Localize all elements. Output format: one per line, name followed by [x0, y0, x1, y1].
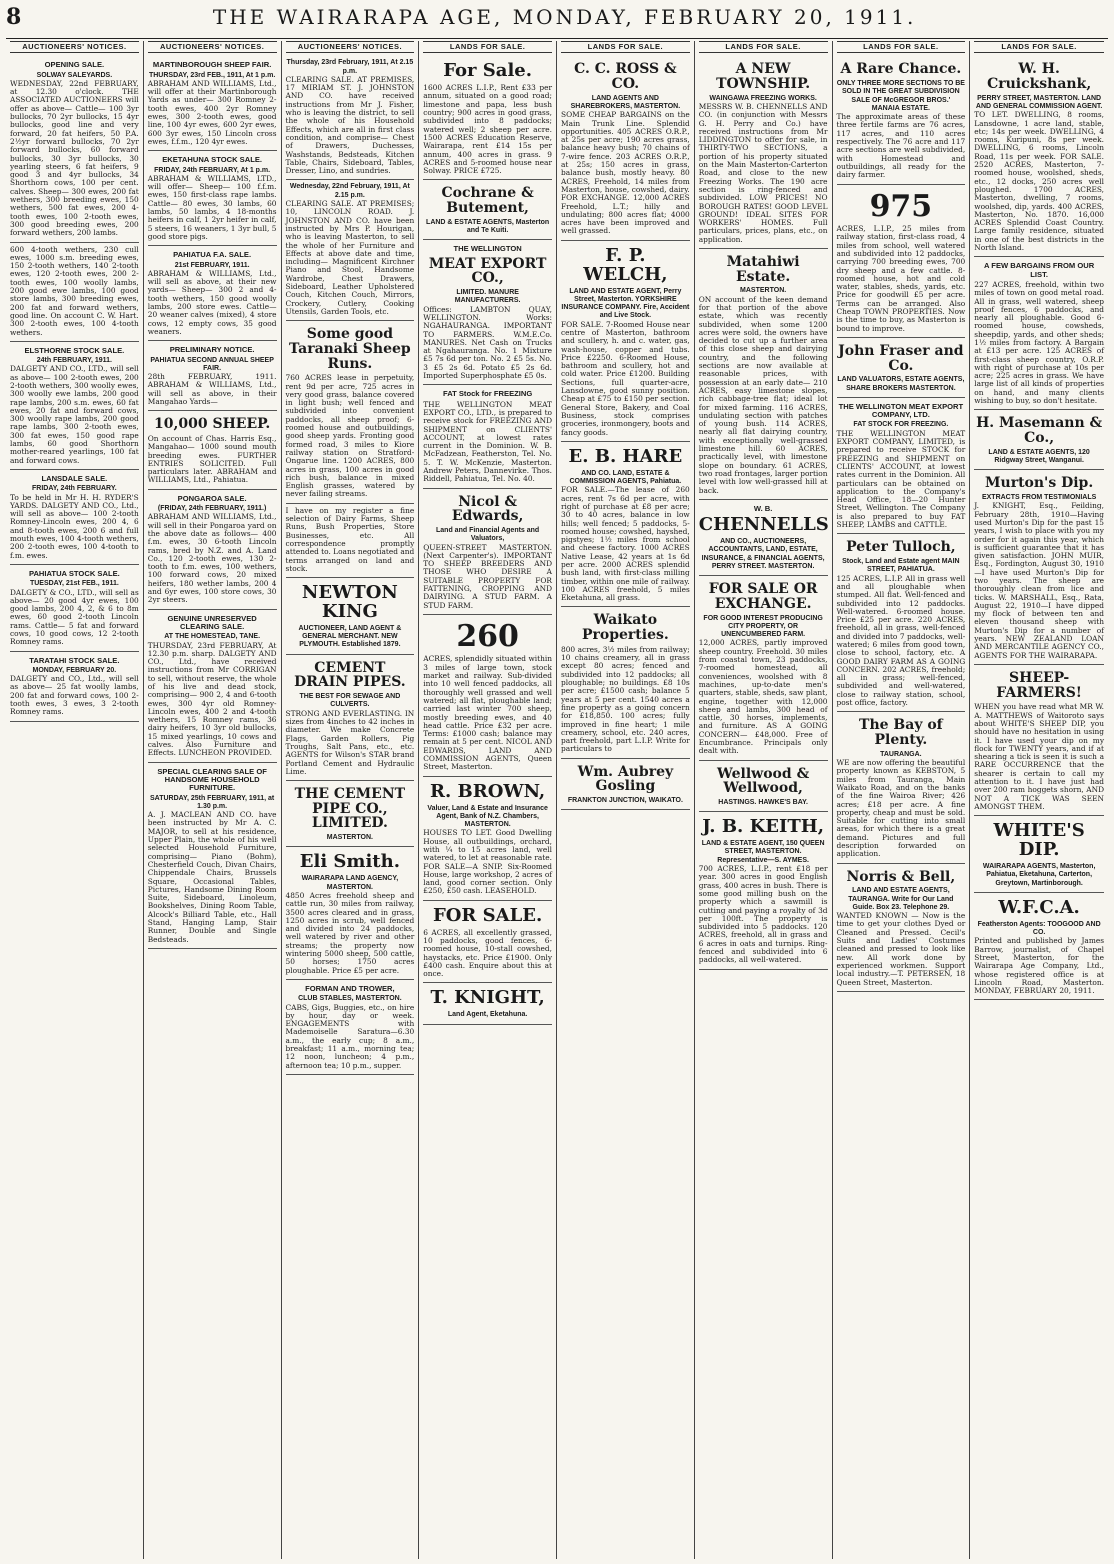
ad-subheading: WAINGAWA FREEZING WORKS.	[709, 94, 817, 102]
ad-body-text: FOR SALE. 7-Roomed House near centre of Masterton, bathroom and scullery, h. and c. water, gas, wash-house, copper and tubs. Price £2250. 6-Roomed House, bathroom and scullery, hot and cold water. Price £1200. Building Sections, full quarter-acre, Lansdowne, good sunny position. Cheap at £75 to £150 per section. General Store, Bakery, and Coal Business, stock comprises groceries, ironmongery, boots and fancy goods.	[561, 319, 690, 437]
advertisement	[286, 504, 415, 578]
ad-display-title: For Sale.	[443, 60, 533, 82]
ad-subheading: AND CO., AUCTIONEERS, ACCOUNTANTS, LAND, ESTATE, INSURANCE, & FINANCIAL AGENTS, PERRY STREET. MASTERTON.	[701, 538, 825, 570]
ad-display-title: R. BROWN,	[430, 780, 546, 802]
ad-heading: FAT Stock for FREEZING	[442, 389, 533, 399]
column-header: LANDS FOR SALE.	[974, 41, 1104, 53]
advertisement	[148, 610, 277, 763]
advertisement	[974, 665, 1104, 816]
ad-subheading: LAND VALUATORS, ESTATE AGENTS, SHARE BROKERS MASTERTON.	[837, 376, 965, 392]
ad-body-text: CLEARING SALE. AT PREMISES, 17 MIRIAM ST. J. JOHNSTON AND CO. have received instructions from Mr J. Fisher, who is leaving the district, to sell the whole of his Household Effects, which are all in first class condition, and comprise— Chest of Drawers, Duchesses, Washstands, Bedsteads, Kitchen Table, Chairs, Sideboard, Tables, Dresser, Lino, and sundries.	[285, 74, 415, 176]
ad-subheading: Featherston Agents: TOOGOOD AND CO.	[977, 920, 1101, 937]
ad-subheading: SATURDAY, 25th FEBRUARY, 1911, at 1.30 p.m.	[150, 794, 275, 810]
ad-subheading: MASTERTON.	[740, 287, 787, 295]
ad-subheading: LAND AGENTS AND SHAREBROKERS, MASTERTON.	[570, 94, 681, 110]
advertisement	[423, 777, 552, 901]
advertisement	[10, 652, 139, 722]
ad-body-text: DALGETY and CO., Ltd., will sell as above— 25 fat woolly lambs, 200 fat and forward cows, 100 2-tooth ewes, 3 ewes, 3 2-tooth Romney rams.	[10, 674, 139, 717]
ad-display-title: J. B. KEITH,	[702, 816, 825, 838]
newspaper-title: THE WAIRARAPA AGE, MONDAY, FEBRUARY 20, 1911.	[212, 5, 917, 29]
advertisement	[148, 151, 277, 246]
advertisement	[286, 180, 415, 321]
advertisement	[837, 712, 966, 863]
ad-subheading: LAND AND ESTATE AGENTS, TAURANGA. Write for Our Land Guide. Box 23. Telephone 29.	[848, 887, 954, 911]
ad-display-title: 260	[456, 618, 519, 654]
advertisement	[148, 411, 277, 489]
advertisement	[837, 864, 966, 992]
ad-body-text: 1600 ACRES L.I.P., Rent £33 per annum, situated on a good road; limestone and papa, less bush country; 900 acres in good grass, subdivided into 8 paddocks; watered well; 2 sheep per acre. 1500 ACRES Education Reserve, Wairarapa, rent £14 15s per annum, 400 acres in grass. 9 ACRES and 5-roomed house near Solway. PRICE £725.	[423, 83, 552, 176]
ad-body-text: ON account of the keen demand for that portion of the above estate, which was recently subdivided, when some 1200 acres were sold, the owners have decided to cut up a further area of this close sheep and dairying country, and the following sections are now available at reasonable prices, with possession at an early date— 210 ACRES, easy limestone slopes, rich cabbage-tree flat; ideal lot for mixed farming. 116 ACRES, undulating section with patches of young bush. 114 ACRES, nearly all flat dairying country, with exceptionally well-grassed limestone hill. 60 ACRES, practically level, with limestone slope on boundary. 61 ACRES, two road frontages, larger portion level with low well-grassed hill at back.	[698, 294, 828, 495]
ad-body-text: STRONG AND EVERLASTING. IN sizes from 4inches to 42 inches in diameter. We make Concrete Flags, Garden Rollers, Pig Troughs, Salt Pans, etc., etc. AGENTS for Wilson's STAR brand Portland Cement and Hydraulic Lime.	[285, 708, 415, 776]
column-header: LANDS FOR SALE.	[837, 41, 966, 53]
ad-display-title: THE CEMENT PIPE CO., LIMITED.	[294, 786, 406, 832]
ad-display-title: John Fraser and Co.	[838, 342, 964, 374]
ad-display-title: NEWTON KING	[301, 582, 398, 622]
ad-display-title: E. B. HARE	[568, 445, 683, 467]
ad-subheading: ONLY THREE MORE SECTIONS TO BE SOLD IN THE GREAT SUBDIVISION SALE OF McGREGOR BROS.' MANAIA ESTATE.	[836, 79, 965, 112]
advertisement	[423, 615, 552, 777]
ad-heading: GENUINE UNRESERVED CLEARING SALE.	[167, 613, 257, 631]
ad-heading: PAHIATUA F.A. SALE.	[173, 250, 252, 260]
ad-display-title: Waikato Properties.	[581, 612, 669, 644]
advertisement	[699, 249, 828, 500]
ad-display-title: Matahiwi Estate.	[726, 254, 800, 285]
ad-display-title: Norris & Bell,	[846, 868, 956, 885]
ad-body-text: THURSDAY, 23rd FEBRUARY, At 12.30 p.m. sharp. DALGETY AND CO., Ltd., have received instructions from Mr CORRIGAN to sell, without reserve, the whole of his live and dead stock, comprising— 900 2, 4 and 6-tooth ewes, 300 4yr old Romney-Lincoln ewes, 400 2 and 4-tooth wethers, 15 Romney rams, 36 dairy heifers, 10 3yr old bullocks, 15 mixed yearlings, 10 cows and calves. Also Furniture and Effects. LUNCHEON PROVIDED.	[147, 640, 277, 758]
ad-body-text: 28th FEBRUARY, 1911. ABRAHAM & WILLIAMS, Ltd., will sell as above, in their Mangahao Yards—	[147, 372, 277, 406]
advertisement	[974, 816, 1104, 893]
ad-subheading: AUCTIONEER, LAND AGENT & GENERAL MERCHANT. NEW PLYMOUTH. Established 1879.	[298, 624, 402, 649]
ad-display-title: WHITE'S DIP.	[993, 820, 1085, 861]
advertisement	[286, 321, 415, 504]
advertisement	[974, 893, 1104, 1001]
ad-subheading: SOLWAY SALEYARDS.	[36, 71, 113, 79]
ad-subheading: PAHIATUA SECOND ANNUAL SHEEP FAIR.	[150, 356, 274, 372]
ad-heading: PONGAROA SALE.	[177, 493, 247, 503]
advertisement	[699, 500, 828, 576]
ad-heading: PRELIMINARY NOTICE.	[169, 345, 255, 355]
advertisement	[148, 56, 277, 151]
ad-body-text: DALGETY AND CO., LTD., will sell as above— 100 2-tooth ewes, 200 2-tooth wethers, 300 woolly ewes, 300 woolly ewe lambs, 200 good rape lambs, 200 s.m. ewes, 60 fat ewes, 20 fat and forward cows, 300 woolly rape lambs, 200 good rape lambs, 300 2-tooth ewes, 300 fat ewes, 150 good rape lambs, 60 good Shorthorn mother-reared yearlings, 100 fat and forward cows.	[10, 364, 139, 465]
advertisement	[423, 56, 552, 180]
advertisement	[837, 398, 966, 534]
advertisement	[148, 341, 277, 411]
ad-subheading: EXTRACTS FROM TESTIMONIALS	[981, 494, 1097, 502]
advertisement	[423, 489, 552, 615]
page-number: 8	[6, 4, 22, 30]
ad-subheading: THE BEST FOR SEWAGE AND CULVERTS.	[299, 693, 401, 709]
ad-subheading: FOR GOOD INTEREST PRODUCING CITY PROPERTY, OR UNENCUMBERED FARM.	[703, 614, 823, 639]
ad-body-text: Printed and published by James Barrow, journalist, of Chapel Street, Masterton, for the Wairarapa Age Company, Ltd., whose registered office is at Lincoln Road, Masterton. MONDAY, FEBRUARY 20, 1911.	[974, 936, 1104, 996]
ad-heading: LANSDALE SALE.	[41, 473, 108, 483]
ad-subheading: LAND & ESTATE AGENTS, Masterton and Te Kuiti.	[426, 218, 550, 235]
ad-subheading: FAT STOCK FOR FREEZING.	[853, 421, 949, 429]
advertisement	[286, 980, 415, 1075]
ad-subheading: FRIDAY, 24th FEBRUARY.	[32, 485, 117, 493]
ad-display-title: Some good Taranaki Sheep Runs.	[289, 326, 411, 372]
advertisement	[286, 781, 415, 847]
ad-subheading: FRIDAY, 24th FEBRUARY, At 1 p.m.	[154, 166, 271, 174]
ad-body-text: 760 ACRES lease in perpetuity, rent 9d per acre, 725 acres in very good grass, balance covered in light bush; well fenced and subdivided into convenient paddocks, all sheep proof; 6-roomed house and outbuildings, good sheep yards. Fronting good formed road, 3 miles to Kiore railway station on Stratford-Ongarue line. 1200 ACRES, 800 acres in grass, 100 acres in good rich bush, balance in mixed English grasses, watered by never failing streams.	[285, 373, 415, 499]
advertisement	[286, 847, 415, 979]
ad-subheading: LAND & ESTATE AGENTS, 120 Ridgway Street, Wanganui.	[988, 448, 1090, 465]
ad-subheading: LIMITED. MANURE MANUFACTURERS.	[454, 289, 521, 305]
column-6	[695, 41, 833, 1559]
ad-body-text: 700 ACRES, L.I.P., rent £18 per year. 300 acres in good English grass, 400 acres in bush. There is some good milling bush on the property which a sawmill is cutting and paying a royalty of 3d per 100ft. The property is subdivided into 5 paddocks. 120 ACRES, freehold, all in grass and 6 acres in oats and turnips. Ring-fenced and subdivided into 6 paddocks, all well-watered.	[698, 864, 828, 965]
advertisement	[10, 56, 139, 242]
ad-display-title: Nicol & Edwards,	[451, 493, 524, 525]
advertisement	[699, 761, 828, 813]
ad-body-text: ACRES, splendidly situated within 3 miles of large town, stock market and railway. Sub-divided into 10 well fenced paddocks, all thoroughly well grassed and well watered; all flat, ploughable land; carried last winter 700 sheep, mostly breeding ewes, and 40 head cattle. Price £32 per acre. Terms: £1000 cash; balance may remain at 5 per cent. NICOL AND EDWARDS, LAND AND COMMISSION AGENTS, Queen Street, Masterton.	[423, 654, 552, 772]
ad-heading: W. B.	[753, 503, 773, 513]
advertisement	[148, 763, 277, 949]
ad-subheading: MONDAY, FEBRUARY 20.	[32, 666, 117, 674]
ad-subheading: Valuer, Land & Estate and Insurance Agent, Bank of N.Z. Chambers, MASTERTON.	[427, 804, 548, 829]
ad-display-title: CHENNELLS	[698, 514, 829, 536]
ad-display-title: A Rare Chance.	[840, 61, 962, 78]
ad-display-title: Cochrane & Butement,	[441, 185, 534, 217]
ad-body-text: FOR SALE.—The lease of 260 acres, rent 7s 6d per acre, with right of purchase at £8 per acre; 30 to 40 acres, balance in low hills; well fenced; 5 paddocks, 5-roomed house; cowshed, hayshed, pigstyes; 1½ miles from school and cheese factory. 1000 ACRES Native Lease, 42 years at 1s 6d per acre. 2000 ACRES splendid bush land, with first-class milling timber, within one mile of railway. 100 ACRES freehold, 5 miles Eketahuna, all grass.	[561, 485, 690, 603]
ad-display-title: 10,000 SHEEP.	[154, 416, 271, 433]
column-4	[419, 41, 557, 1559]
advertisement	[286, 56, 415, 180]
ad-subheading: Stock, Land and Estate agent MAIN STREET, PAHIATUA.	[842, 558, 960, 574]
advertisement	[286, 655, 415, 781]
advertisement	[10, 342, 139, 470]
column-3	[282, 41, 420, 1559]
ad-heading: OPENING SALE.	[44, 60, 105, 70]
column-8	[970, 41, 1108, 1559]
ad-subheading: LAND & ESTATE AGENT, 150 QUEEN STREET, MASTERTON. Representative—S. AYMES.	[701, 840, 825, 864]
ad-body-text: 4850 Acres freehold sheep and cattle run, 30 miles from railway, 3500 acres cleared and in grass, 1250 acres in scrub, well fenced and divided into 24 paddocks, well watered by river and other streams; the property now wintering 5000 sheep, 500 cattle, 50 horses; 1750 acres ploughable. Price £5 per acre.	[285, 890, 415, 975]
ad-heading: THE WELLINGTON MEAT EXPORT COMPANY, LTD.	[838, 401, 964, 420]
column-header: LANDS FOR SALE.	[423, 41, 552, 53]
ad-subheading: Wednesday, 22nd February, 1911, At 2.15 p.m.	[289, 183, 410, 199]
ad-subheading: HASTINGS. HAWKE'S BAY.	[718, 798, 808, 806]
ad-display-title: W. H. Cruickshank,	[987, 61, 1092, 92]
ad-display-title: FOR SALE.	[432, 904, 543, 926]
ad-subheading: LAND AND ESTATE AGENT, Perry Street, Masterton. YORKSHIRE INSURANCE COMPANY. Fire, Accident and Live Stock.	[561, 287, 690, 320]
advertisement	[148, 490, 277, 610]
advertisement	[423, 240, 552, 385]
ad-body-text: MESSRS W. B. CHENNELLS AND CO. (in conjunction with Messrs G. H. Perry and Co.) have received instructions from Mr LIDDINGTON to offer for sale, in THIRTY-TWO SECTIONS, a portion of his property situated on the Main Masterton-Carterton Road, and close to the new Freezing Works. The 190 acre section is ring-fenced and subdivided. LOW PRICES! NO BOROUGH RATES! GOOD LEVEL GROUND! IDEAL SITES FOR WORKERS' HOMES. Full particulars, prices, plans, etc., on application.	[698, 101, 828, 244]
ad-body-text: To be held in Mr H. H. RYDER'S YARDS. DALGETY AND CO., Ltd., will sell as above— 100 2-tooth Romney-Lincoln ewes, 200 4, 6 and 8-tooth ewes, 200 6 and full mouth ewes, 100 4-tooth wethers, 200 2-tooth ewes, 100 4-tooth to f.m. ewes.	[10, 492, 139, 560]
ad-display-title: 975	[869, 188, 933, 224]
advertisement	[10, 243, 139, 342]
ad-subheading: Land Agent, Eketahuna.	[447, 1011, 528, 1019]
advertisement	[561, 607, 690, 758]
ad-heading: MARTINBOROUGH SHEEP FAIR.	[152, 60, 272, 70]
advertisement	[974, 410, 1104, 470]
advertisement	[837, 56, 966, 184]
ad-display-title: The Bay of Plenty.	[859, 717, 943, 749]
ad-body-text: ABRAHAM AND WILLIAMS, Ltd., will sell in their Pongaroa yard on the above date as follows— 400 f.m. ewes, 30 6-tooth Lincoln rams, bred by N.Z. and A. Land Co., 120 2-tooth ewes, 130 2-tooth to f.m. ewes, 100 wethers, 100 forward cows, 20 mixed heifers, 180 wether lambs, 200 4 and 6yr ewes, 100 store cows, 30 2yr steers.	[147, 512, 277, 605]
ad-subheading: AND CO. LAND, ESTATE & COMMISSION AGENTS, Pahiatua.	[569, 469, 682, 486]
column-header: LANDS FOR SALE.	[561, 41, 690, 53]
ad-display-title: F. P. WELCH,	[583, 244, 668, 285]
advertisement	[974, 56, 1104, 257]
ad-heading: A FEW BARGAINS FROM OUR LIST.	[984, 261, 1095, 279]
ad-body-text: 125 ACRES, L.I.P. All in grass well and all ploughable when stumped. All flat. Well-fenced and subdivided into 12 paddocks. Well-watered. 6-roomed house. Price £25 per acre. 220 ACRES, freehold, all in grass, well-fenced and divided into 7 paddocks, well-watered; 6 miles from good town, close to school, factory, etc. A GOOD DAIRY FARM AS A GOING CONCERN. 202 ACRES, freehold; all in grass; well-fenced, subdivided and well-watered, close to railway station, school, post office, factory.	[836, 573, 966, 708]
advertisement	[837, 338, 966, 398]
ad-body-text: ABRAHAM AND WILLIAMS, Ltd., will offer at their Martinborough Yards as under— 300 Romney 2-tooth ewes, 400 2yr Romney ewes, 300 2-tooth ewes, good line, 100 4yr ewes, 600 2yr ewes, 600 3yr ewes, 150 Lincoln cross ewes, f.f.m., 120 4yr ewes.	[147, 78, 277, 146]
ad-subheading: PERRY STREET, MASTERTON. LAND AND GENERAL COMMISSION AGENT.	[975, 94, 1103, 110]
column-header: AUCTIONEERS' NOTICES.	[148, 41, 277, 53]
advertisement	[699, 812, 828, 969]
ad-body-text: WHEN you have read what MR W. A. MATTHEWS of Waitoroto says about WHITE'S SHEEP DIP, you should have no hesitation in using it. I have used your dip on my flock for TWENTY years, and if at shearing a tick is seen it is such a RARE OCCURRENCE that the shearer is certain to call my attention to it. I have just had over 200 ram hoggets shorn, AND NOT A TICK WAS SEEN AMONGST THEM.	[974, 702, 1104, 811]
column-header: AUCTIONEERS' NOTICES.	[10, 41, 139, 53]
ad-body-text: 227 ACRES, freehold, within two miles of town on good metal road. All in grass, well watered, sheep proof fences, 6 paddocks, and nearly all ploughable. Good 6-roomed house, cowsheds, sheepdip, yards, and other sheds; 1½ miles from factory. A Bargain at £13 per acre. 125 ACRES of first-class sheep country, O.R.P. with right of purchase at 10s per acre; 225 acres in grass. We have large list of all kinds of properties on hand, and many clients wishing to buy, so don't hesitate.	[974, 279, 1104, 406]
ad-body-text: Offices: LAMBTON QUAY, WELLINGTON. Works: NGAHAURANGA. IMPORTANT TO FARMERS. W.M.E.Co. MANURES. Net Cash on Trucks at Ngahauranga. No. 1 Mixture £5 7s 6d per ton. No. 2 £5 5s. No. 3 £5 2s 6d. Potato £5 2s 6d. Imported Superphosphate £5 0s.	[423, 304, 552, 381]
ad-subheading: 21st FEBRUARY, 1911.	[174, 261, 250, 269]
ad-subheading: WAIRARAPA LAND AGENCY, MASTERTON.	[301, 875, 399, 891]
ad-body-text: WANTED KNOWN — Now is the time to get your clothes Dyed or Cleaned and Pressed. Cecil's Suits and Ladies' Costumes cleaned and pressed to look like new. All work done by experienced workmen. Support local industry.—T. PETERSEN, 18 Queen Street, Masterton.	[836, 911, 966, 987]
ad-body-text: CLEARING SALE. AT PREMISES; 10, LINCOLN ROAD. J. JOHNSTON AND CO. have been instructed by Mrs P. Hourigan, who is leaving Masterton, to sell the whole of her Furniture and Effects at above date and time, including— Magnificent Kirchner Piano and Stool, Handsome Wardrobe, Chest Drawers, Sideboard, Leather Upholstered Couch, Kitchen Couch, Mirrors, Crockery, Cutlery, Cooking Utensils, Garden Tools, etc.	[285, 199, 415, 316]
column-7	[833, 41, 971, 1559]
ad-display-title: Peter Tulloch,	[846, 539, 956, 556]
advertisement	[148, 246, 277, 341]
ad-body-text: WE are now offering the beautiful property known as KEBSTON, 5 miles from Tauranga, Main Waikato Road, and on the banks of the fine Wairoa River; 426 acres; £18 per acre. A fine property, cheap and must be sold. Suitable for cutting into small areas, for which there is a great demand. Pictures and full description forwarded on application.	[836, 758, 966, 859]
advertisement	[10, 470, 139, 565]
ad-display-title: MEAT EXPORT CO.,	[428, 255, 547, 287]
ad-subheading: TUESDAY, 21st FEB., 1911.	[29, 580, 119, 588]
advertisement	[974, 257, 1104, 410]
ad-subheading: MASTERTON.	[326, 834, 373, 842]
ad-heading: PAHIATUA STOCK SALE.	[28, 568, 120, 578]
ad-body-text: CABS, Gigs, Buggies, etc., on hire by hour, day or week. ENGAGEMENTS with Mademoiselle Saratura—6.30 a.m., the early cup; 8 a.m., breakfast; 11 a.m., morning tea; 12 noon, luncheon; 4 p.m., afternoon tea; 10 p.m., supper.	[285, 1002, 415, 1070]
ad-heading: EKETAHUNA STOCK SALE.	[162, 155, 263, 165]
ad-display-title: Murton's Dip.	[985, 475, 1094, 492]
ad-heading: ELSTHORNE STOCK SALE.	[24, 345, 125, 355]
ad-display-title: SHEEP-FARMERS!	[996, 669, 1082, 701]
ad-body-text: ABRAHAM & WILLIAMS, LTD., will offer— Sheep— 100 f.f.m. ewes, 150 first-class rape lambs. Cattle— 80 ewes, 30 lambs, 60 lambs, 50 lambs, 4 18-months heifers in calf, 1 2yr heifer in calf, 5 steers, 16 weaners, 1 3yr bull, 5 good store pigs.	[147, 173, 277, 241]
ad-body-text: TO LET. DWELLING, 8 rooms, Lansdowne, 1 acre land, stable, etc; 14s per week. DWELLING, 4 rooms, Kuripuni, 8s per week. DWELLING, 6 rooms, Lincoln Road, 11s per week. FOR SALE. 2520 ACRES, Masterton, 7-roomed house, woolshed, sheds, etc., 12 docks, 250 acres well ploughed. 1700 ACRES, Masterton, dwelling, 7 rooms, woolshed, dip, yards. 400 ACRES, Masterton, No. 1870. 16,000 ACRES Splendid Coast Country. Large family residence, situated in one of the best districts in the North Island.	[974, 110, 1104, 253]
ad-body-text: On account of Chas. Harris Esq., Mangahao— 1000 sound mouth breeding ewes. FURTHER ENTRIES SOLICITED. Full particulars later. ABRAHAM and WILLIAMS, Ltd., Pahiatua.	[147, 433, 277, 485]
ad-subheading: (FRIDAY, 24th FEBRUARY, 1911.)	[157, 505, 267, 513]
ad-body-text: ABRAHAM & WILLIAMS, Ltd., will sell as above, at their new yards— Sheep— 300 2 and 4-tooth wethers, 150 good woolly lambs, 200 store ewes. Cattle— 20 weaner calves (mixed), 4 store cows, 12 empty cows, 35 good weaners.	[147, 268, 277, 336]
ad-heading: THE WELLINGTON	[453, 244, 522, 254]
ad-body-text: DALGETY & CO., LTD., will sell as above— 20 good 4yr ewes, 100 good lambs, 200 4, 2, & 6 to 8m ewes, 60 good 2-tooth Lincoln rams. Cattle— 5 fat and forward cows, 10 good cows, 12 2-tooth Romney rams.	[10, 587, 139, 647]
ad-subheading: WAIRARAPA AGENTS, Masterton, Pahiatua, Eketahuna, Carterton, Greytown, Martinborough.	[982, 862, 1096, 887]
ad-display-title: Wellwood & Wellwood,	[717, 765, 810, 797]
ad-subheading: 24th FEBRUARY, 1911.	[36, 357, 112, 365]
ad-heading: FORMAN AND TROWER,	[305, 983, 395, 993]
ad-display-title: H. Masemann & Co.,	[976, 415, 1103, 447]
ad-body-text: 800 acres, 3½ miles from railway; 10 chains creamery, all in grass except 80 acres; fenced and subdivided into 12 paddocks; all ploughable; no buildings. £8 10s per acre; £1500 cash; balance 5 years at 5 per cent. 1540 acres a fine property as a going concern for £18,850. 100 acres; fully improved in fine heart; 1 mile creamery, school, etc. 240 acres, part freehold, part L.I.P. Write for particulars to	[561, 644, 690, 754]
ad-subheading: CLUB STABLES, MASTERTON.	[298, 995, 402, 1003]
ad-display-title: FOR SALE OR EXCHANGE.	[708, 581, 818, 612]
column-header: AUCTIONEERS' NOTICES.	[286, 41, 415, 53]
ad-subheading: Land and Financial Agents and Valuators,	[436, 527, 540, 543]
ad-body-text: SOME CHEAP BARGAINS on the Main Trunk Line. Splendid opportunities. 405 ACRES O.R.P., at 25s per acre; 190 acres grass, balance heavy bush; 70 chains of 7-wire fence. 203 ACRES O.R.P., at 25s; 150 acres in grass, balance bush, mostly heavy. 80 ACRES, Freehold, 14 miles from Masterton, house, cowshed, dairy. FOR EXCHANGE. 12,000 ACRES Freehold, L.T.; hilly and undulating; 800 acres flat; 4000 acres have been improved and well grassed.	[561, 110, 690, 236]
columns	[6, 41, 1108, 1559]
ad-body-text: ACRES, L.I.P., 25 miles from railway station, first-class road, 4 miles from school, well watered and subdivided into 12 paddocks, carrying 700 breeding ewes, 700 dry sheep and a few cattle. 8-roomed house, hot and cold water, stables, sheds, yards, etc. Price for goodwill £5 per acre. Terms can be arranged. Also Cheap TOWN PROPERTIES. Now is the time to buy, as Masterton is bound to improve.	[836, 224, 966, 333]
ad-body-text: I have on my register a fine selection of Dairy Farms, Sheep Runs, Bush Properties, Store Businesses, etc. All correspondence promptly attended to. Loans negotiated and terms arranged on land and stock.	[285, 505, 415, 573]
ad-display-title: CEMENT DRAIN PIPES.	[294, 659, 406, 691]
ad-subheading: FRANKTON JUNCTION, WAIKATO.	[567, 797, 683, 805]
ad-body-text: QUEEN-STREET MASTERTON. (Next Carpenter's). IMPORTANT TO SHEEP BREEDERS AND THOSE WHO DESIRE A SUITABLE PROPERTY FOR FATTENING, CROPPING AND DAIRYING. A STUD FARM. A STUD FARM.	[423, 542, 552, 610]
column-2	[144, 41, 282, 1559]
ad-body-text: 600 4-tooth wethers, 230 cull ewes, 1000 s.m. breeding ewes, 150 2-tooth wethers, 140 2-tooth ewes, 120 2-tooth ewes, 200 2-tooth ewes, 100 woolly lambs, 200 good ewe lambs, 100 good store lambs, 300 breeding ewes, 200 fat and forward wethers, good line. On account C. W. Hart. 300 2-tooth ewes, 100 4-tooth wethers.	[10, 244, 139, 337]
advertisement	[423, 385, 552, 488]
ad-body-text: 12,000 ACRES, partly improved sheep country. Freehold. 30 miles from coastal town, 23 paddocks, 7-roomed homestead, all conveniences, woolshed with 8 machines, up-to-date men's quarters, stable, sheds, saw plant, engine, together with 12,000 sheep and lambs, 300 head of cattle, 30 horses, implements, and furniture. AS A GOING CONCERN— £48,000. Free of Encumbrance. Principals only dealt with.	[698, 638, 828, 756]
advertisement	[561, 759, 690, 811]
ad-body-text: The approximate areas of these three fertile farms are 76 acres, 117 acres, and 110 acres respectively. The 76 acre and 117 acre sections are well subdivided, with Homestead and outbuildings, all ready for the dairy farmer.	[836, 112, 966, 180]
advertisement	[286, 578, 415, 655]
ad-subheading: AT THE HOMESTEAD, TANE.	[164, 633, 261, 641]
ad-body-text: THE WELLINGTON MEAT EXPORT COMPANY, LIMITED, is prepared to receive STOCK for FREEZING and SHIPMENT on CLIENTS' ACCOUNT, at lowest rates current in the Dominion. All particulars can be obtained on application to the Company's Head Office, 18—20 Hunter Street, Wellington. The Company is also prepared to buy FAT SHEEP, LAMBS and CATTLE.	[836, 428, 966, 530]
advertisement	[974, 470, 1104, 665]
ad-subheading: TAURANGA.	[880, 750, 922, 758]
ad-display-title: Eli Smith.	[299, 851, 400, 873]
column-5	[557, 41, 695, 1559]
ad-body-text: A. J. MACLEAN AND CO. have been instructed by Mr A. C. MAJOR, to sell at his residence, Upper Plain, the whole of his well selected Household Furniture, comprising— Piano (Bohm), Chesterfield Couch, Divan Chairs, Chippendale Chairs, Brussels Square, Occasional Tables, Pictures, Handsome Dining Room Suite, Sideboard, Linoleum, Bookshelves, Dining Room Table, Alcock's Billiard Table, etc., Hall Stand, Hanging Lamp, Stair Runner, Double and Single Bedsteads.	[147, 810, 277, 944]
advertisement	[837, 185, 966, 338]
masthead	[6, 4, 1108, 39]
ad-display-title: C. C. ROSS & CO.	[574, 61, 677, 92]
column-1	[6, 41, 144, 1559]
ad-display-title: W.F.C.A.	[998, 896, 1080, 918]
ad-body-text: HOUSES TO LET. Good Dwelling House, all outbuildings, orchard, with ¼ to 15 acres land, well watered, to let at reasonable rate. FOR SALE—A SNIP. Six-Roomed House, large workshop, 2 acres of land, good corner section. Only £250, £50 cash. LEASEHOLD.	[423, 828, 552, 896]
advertisement	[699, 576, 828, 760]
ad-body-text: WEDNESDAY, 22nd FEBRUARY, at 12.30 o'clock. THE ASSOCIATED AUCTIONEERS will offer as above— Cattle— 100 3yr bullocks, 70 2yr bullocks, 15 4yr bullocks, good line and very forward, 20 fat heifers, 50 P.A. 2½yr forward bullocks, 70 2yr forward bullocks, 60 forward bullocks, 30 3yr bullocks, 30 yearling steers, 6 fat heifers, 9 good 3 and 4yr bullocks, 34 Shorthorn cows, 100 per cent. calves. Sheep— 300 ewes, 200 fat wethers, 300 breeding ewes, 150 wethers, 500 fat ewes, 200 4-tooth ewes, 100 2-tooth ewes, 300 good breeding ewes, 200 forward wethers, 200 lambs.	[10, 78, 139, 238]
ad-heading: TARATAHI STOCK SALE.	[29, 655, 120, 665]
ad-body-text: 6 ACRES, all excellently grassed, 10 paddocks, good fences, 6-roomed house, 10-stall cowshed, haystacks, etc. Price £1900. Only £400 cash. Enquire about this at once.	[423, 927, 552, 979]
ad-heading: SPECIAL CLEARING SALE OF HANDSOME HOUSEHOLD FURNITURE.	[157, 766, 267, 793]
advertisement	[423, 901, 552, 984]
advertisement	[423, 983, 552, 1024]
advertisement	[837, 534, 966, 712]
advertisement	[561, 241, 690, 442]
advertisement	[699, 56, 828, 249]
advertisement	[561, 56, 690, 240]
ad-display-title: T. KNIGHT,	[430, 987, 545, 1009]
ad-subheading: Thursday, 23rd February, 1911, At 2.15 p.m.	[286, 59, 414, 75]
column-header: LANDS FOR SALE.	[699, 41, 828, 53]
ad-subheading: THURSDAY, 23rd FEB., 1911, At 1 p.m.	[148, 71, 276, 79]
advertisement	[561, 442, 690, 608]
ad-body-text: THE WELLINGTON MEAT EXPORT CO., LTD., is prepared to receive stock for FREEZING AND SHIPMENT on CLIENTS' ACCOUNT, at lowest rates current in the Dominion. W. B. McFadzean, Featherston, Tel. No. 5. T. W. McKenzie, Masterton. Andrew Peters, Dannevirke. Thos. Riddell, Pahiatua, Tel. No. 40.	[423, 399, 552, 484]
advertisement	[423, 180, 552, 240]
ad-body-text: J. KNIGHT, Esq., Feilding, February 28th, 1910—Having used Murton's Dip for the past 15 years, I wish to place with you my order for it again this year, which is sufficient guarantee that it has given satisfaction. JOHN MUIR, Esq., Fordington, August 30, 1910—I have used Murton's Dip for two years. The sheep are thoroughly clean from lice and ticks. W. MARSHALL, Esq., Rata, August 22, 1910—I have dipped my flock of between ten and eleven thousand sheep with Murton's Dip for a number of years. NEW ZEALAND LOAN AND MERCANTILE AGENCY CO., AGENTS FOR THE WAIRARAPA.	[974, 501, 1104, 660]
ad-display-title: A NEW TOWNSHIP.	[716, 61, 811, 92]
advertisement	[10, 565, 139, 652]
ad-display-title: Wm. Aubrey Gosling	[577, 763, 674, 795]
